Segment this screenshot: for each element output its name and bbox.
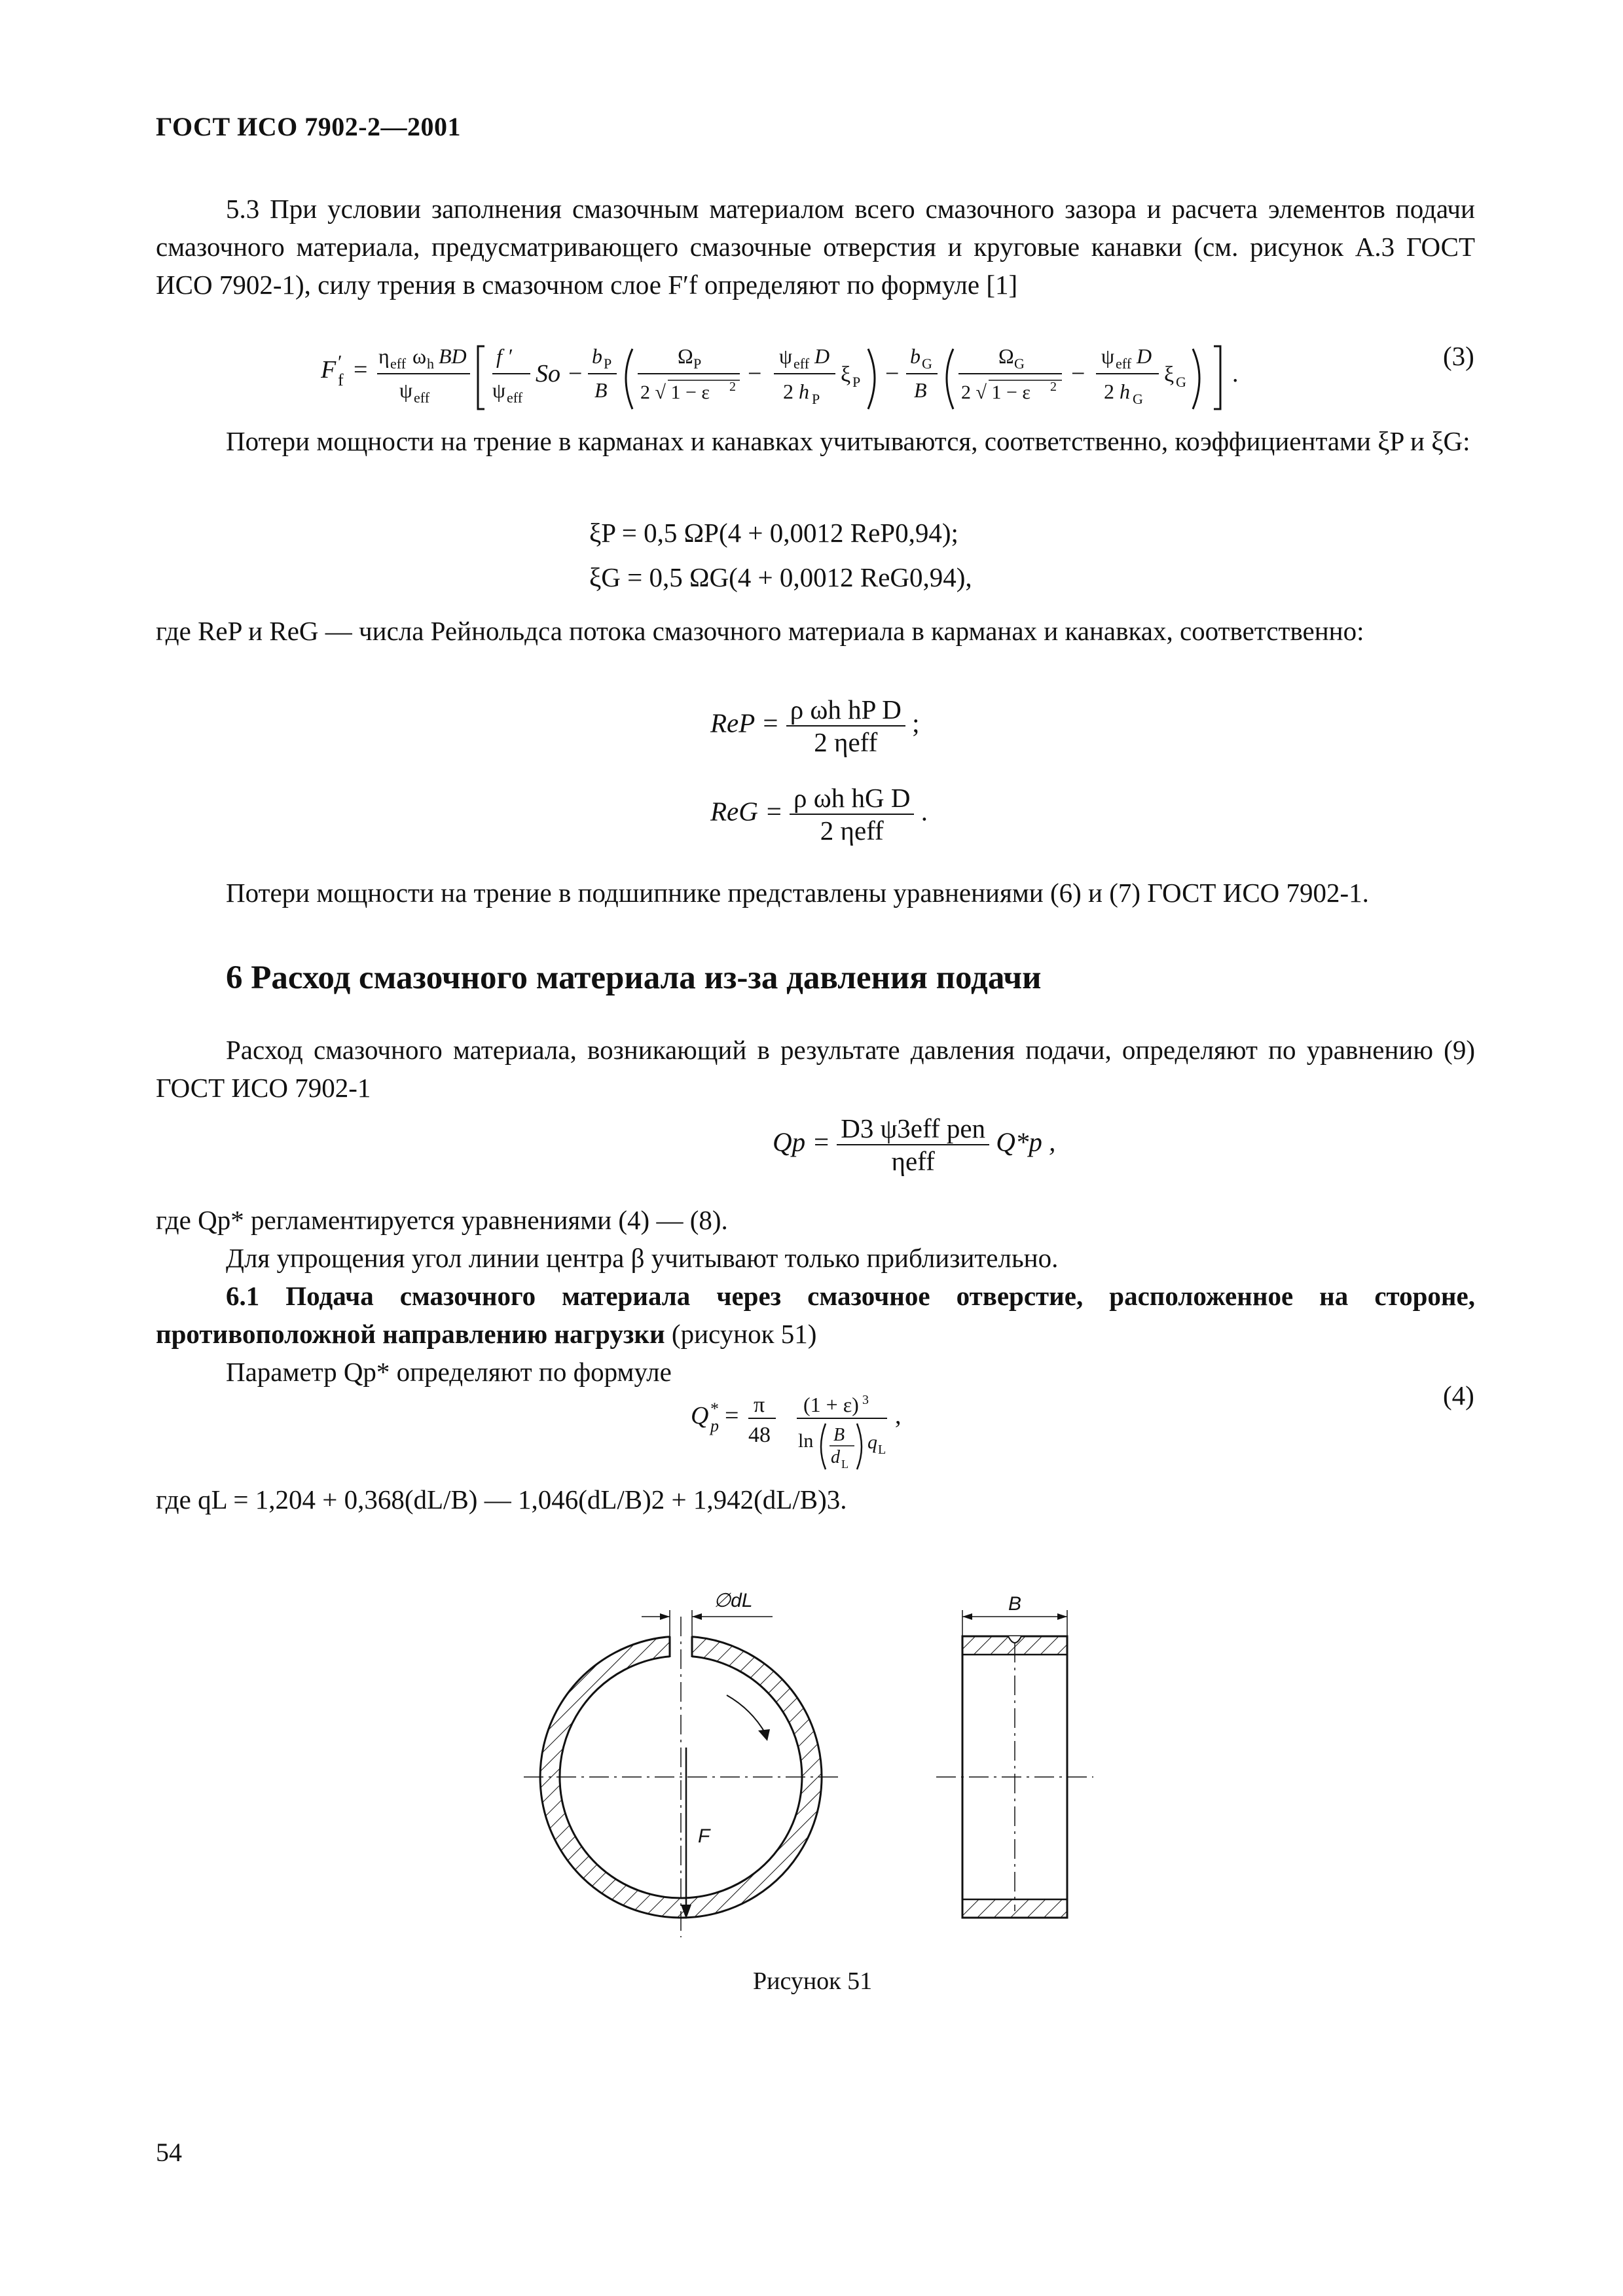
equation-qp-denominator: ηeff (891, 1146, 935, 1176)
svg-text:2: 2 (1104, 380, 1114, 403)
paragraph-parameter: Параметр Qp* определяют по формуле (226, 1357, 672, 1387)
svg-text:(1 + ε): (1 + ε) (803, 1393, 859, 1416)
svg-text:P: P (604, 355, 612, 372)
equation-re-p-fraction (786, 694, 905, 758)
equation-re-p (710, 694, 919, 758)
svg-text:−: − (748, 360, 762, 387)
equation-re-g-numerator: ρ ωh hG D (790, 782, 914, 815)
section-6-title: 6 Расход смазочного материала из-за давления подачи (226, 960, 1042, 996)
svg-text:′: ′ (338, 351, 342, 373)
paragraph-6-1-rest: (рисунок 51) (665, 1319, 817, 1349)
equation-re-p-denominator: 2 ηeff (814, 727, 878, 757)
svg-text:B: B (833, 1425, 845, 1445)
svg-text:3: 3 (862, 1393, 869, 1407)
equation-re-p-lhs: ReP = (710, 708, 780, 738)
equation-3 (321, 337, 1316, 416)
svg-text:*: * (710, 1399, 719, 1418)
equation-qp (773, 1113, 1055, 1177)
svg-text:Ω: Ω (678, 344, 693, 368)
svg-text:ψ: ψ (779, 344, 793, 368)
paragraph-bearing-losses: Потери мощности на трение в подшипнике представлены уравнениями (6) и (7) ГОСТ ИСО 7902-1. (226, 878, 1369, 908)
svg-text:eff: eff (414, 389, 430, 406)
svg-text:ψ: ψ (492, 378, 506, 402)
figure-caption: Рисунок 51 (753, 1967, 873, 1995)
svg-text:2 √ 1 − ε: 2 √ 1 − ε (640, 382, 710, 403)
paragraph-5-3 (156, 190, 1475, 304)
svg-text:b: b (592, 344, 602, 368)
svg-text:BD: BD (439, 344, 467, 368)
svg-text:π: π (754, 1393, 765, 1417)
svg-text:Ω: Ω (998, 344, 1014, 368)
svg-text:eff: eff (390, 355, 407, 372)
svg-text:ω: ω (412, 344, 427, 368)
svg-text:h: h (427, 355, 434, 372)
svg-text:ln: ln (798, 1430, 814, 1452)
svg-text:F: F (321, 356, 337, 384)
svg-text:eff: eff (1116, 355, 1132, 372)
equation-3-number: (3) (1443, 341, 1474, 371)
svg-text:2 √ 1 − ε: 2 √ 1 − ε (961, 382, 1030, 403)
svg-text:h: h (799, 380, 809, 403)
paragraph-6-1 (156, 1277, 1475, 1353)
svg-text:f ′: f ′ (496, 344, 512, 368)
equation-xi-p: ξP = 0,5 ΩP(4 + 0,0012 ReP0,94); (589, 518, 958, 548)
equation-re-g (710, 782, 928, 846)
svg-text:48: 48 (748, 1423, 771, 1447)
bearing-side-view (936, 1610, 1093, 1918)
paragraph-where-ql: где qL = 1,204 + 0,368(dL/B) — 1,046(dL/B)2 + 1,942(dL/B)3. (156, 1484, 847, 1515)
svg-text:P: P (852, 374, 861, 390)
page-number: 54 (156, 2138, 182, 2167)
figure-label-f: F (698, 1825, 710, 1847)
svg-text:P: P (693, 355, 702, 372)
equation-re-p-numerator: ρ ωh hP D (786, 694, 905, 726)
svg-text:P: P (812, 391, 820, 407)
equation-qp-numerator: D3 ψ3eff pen (837, 1113, 989, 1145)
svg-text:d: d (831, 1447, 840, 1467)
svg-text:.: . (1232, 360, 1239, 387)
equation-xi-g: ξG = 0,5 ΩG(4 + 0,0012 ReG0,94), (589, 562, 972, 592)
svg-text:B: B (914, 378, 927, 402)
svg-text:eff: eff (793, 355, 810, 372)
equation-qp-lhs: Qp = (773, 1126, 831, 1157)
svg-text:p: p (710, 1416, 719, 1435)
equation-re-p-end: ; (912, 708, 920, 738)
svg-text:=: = (354, 356, 368, 384)
svg-text:D: D (1137, 344, 1152, 368)
svg-text:2: 2 (783, 380, 793, 403)
paragraph-reynolds: где ReP и ReG — числа Рейнольдса потока смазочного материала в карманах и канавках, соответственно: (156, 616, 1364, 646)
svg-text:ξ: ξ (1164, 363, 1175, 387)
svg-text:G: G (922, 355, 932, 372)
figure-51 (511, 1584, 1133, 1950)
equation-qp-rhs: Q*p , (996, 1126, 1056, 1157)
bearing-cross-section (524, 1610, 838, 1937)
svg-text:G: G (1176, 374, 1186, 390)
svg-text:G: G (1014, 355, 1025, 372)
equation-re-g-denominator: 2 ηeff (820, 816, 884, 846)
equation-re-g-fraction (790, 782, 914, 846)
equation-4-graphic (691, 1378, 966, 1476)
paragraph-simplify: Для упрощения угол линии центра β учитывают только приблизительно. (226, 1243, 1059, 1273)
svg-text:q: q (867, 1431, 877, 1453)
svg-text:2: 2 (1050, 380, 1057, 394)
svg-text:B: B (594, 378, 608, 402)
svg-text:eff: eff (507, 389, 523, 406)
svg-text:ψ: ψ (1101, 344, 1115, 368)
paragraph-where-qp: где Qp* регламентируется уравнениями (4) — (8). (156, 1205, 728, 1235)
svg-text:=: = (725, 1402, 739, 1429)
figure-label-dl: ∅dL (714, 1590, 753, 1611)
equation-qp-fraction (837, 1113, 989, 1177)
svg-text:2: 2 (729, 380, 736, 394)
figure-label-b: B (1008, 1593, 1022, 1615)
svg-text:f: f (338, 370, 344, 389)
svg-text:h: h (1120, 380, 1130, 403)
equation-re-g-lhs: ReG = (710, 796, 783, 827)
svg-text:−: − (568, 360, 583, 387)
svg-text:G: G (1133, 391, 1143, 407)
equation-4-number: (4) (1443, 1380, 1474, 1410)
svg-text:L: L (878, 1443, 886, 1457)
svg-text:L: L (841, 1458, 848, 1471)
svg-text:Q: Q (691, 1402, 709, 1429)
svg-text:−: − (1071, 360, 1085, 387)
svg-text:η: η (378, 344, 390, 368)
svg-text:b: b (910, 344, 921, 368)
svg-text:ψ: ψ (399, 378, 413, 402)
svg-text:ξ: ξ (841, 363, 851, 387)
svg-text:,: , (895, 1402, 902, 1429)
equation-4 (691, 1378, 966, 1476)
equation-3-graphic (321, 337, 1316, 422)
svg-text:−: − (885, 360, 900, 387)
svg-text:D: D (814, 344, 830, 368)
equation-re-g-end: . (921, 796, 928, 827)
paragraph-flow: Расход смазочного материала, возникающий в результате давления подачи, определяют по уравнению (9) ГОСТ ИСО 7902-1 (156, 1035, 1475, 1103)
paragraph-5-3-text: 5.3 При условии заполнения смазочным материалом всего смазочного зазора и расчета элементов подачи смазочного материала, предусматривающего смазочные отверстия и круговые канавки (см. рисунок А.3 ГОСТ ИСО 7902-1), силу трения в смазочном слое F′f определяют по формуле [1] (156, 194, 1475, 300)
paragraph-losses: Потери мощности на трение в карманах и канавках учитываются, соответственно, коэффициентами ξP и ξG: (226, 426, 1470, 456)
svg-text:So: So (536, 360, 560, 387)
paragraph-6-1-heading: 6.1 Подача смазочного материала через смазочное отверстие, расположенное на стороне, противоположной направлению нагрузки (156, 1281, 1475, 1349)
document-header: ГОСТ ИСО 7902-2—2001 (156, 112, 462, 141)
